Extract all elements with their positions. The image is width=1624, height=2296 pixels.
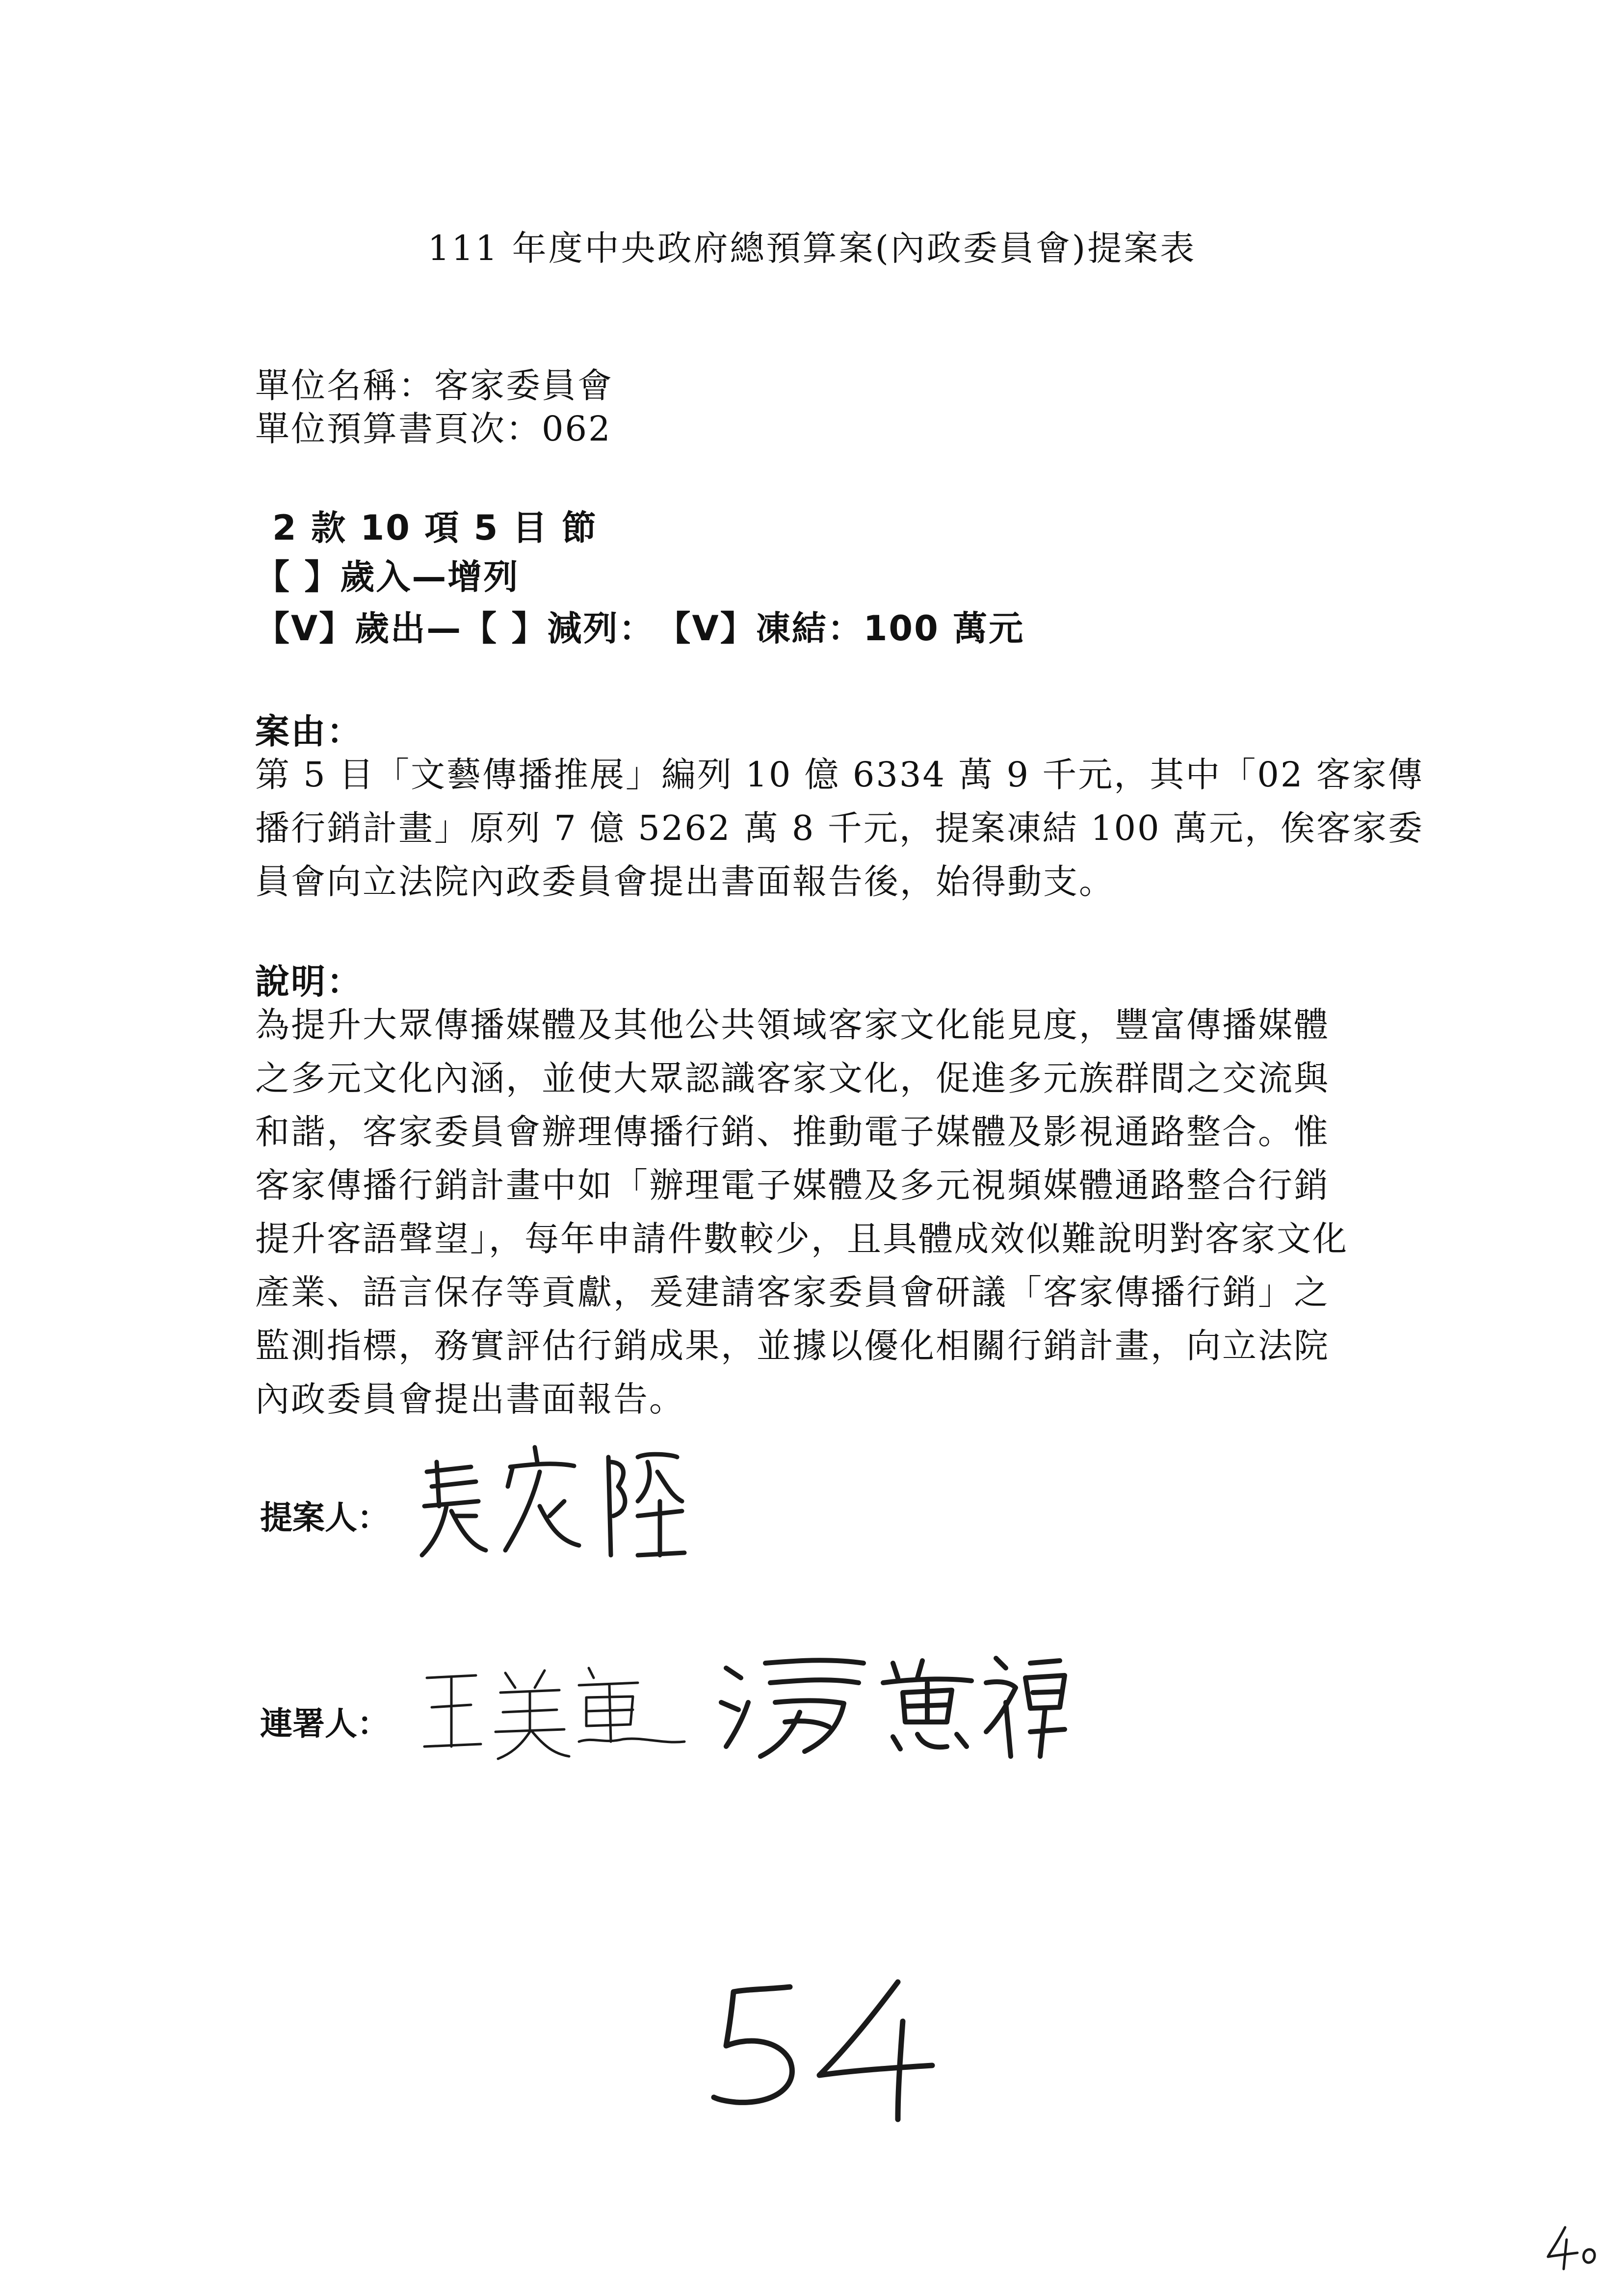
explanation-line: 之多元文化內涵，並使大眾認識客家文化，促進多元族群間之交流與 <box>255 1058 1330 1098</box>
revenue-line: 【 】歲入—增列 <box>255 557 520 597</box>
unit-name: 單位名稱：客家委員會 <box>255 365 613 406</box>
reason-line: 播行銷計畫」原列 7 億 5262 萬 8 千元，提案凍結 100 萬元，俟客家委 <box>255 808 1424 848</box>
section-line: 2 款 10 項 5 目 節 <box>272 508 598 548</box>
handwritten-number <box>707 1977 942 2124</box>
document-title: 111 年度中央政府總預算案(內政委員會)提案表 <box>427 228 1197 268</box>
explanation-line: 和諧，客家委員會辦理傳播行銷、推動電子媒體及影視通路整合。惟 <box>255 1112 1330 1152</box>
proposer-signature <box>417 1442 692 1570</box>
explanation-line: 為提升大眾傳播媒體及其他公共領域客家文化能見度，豐富傳播媒體 <box>255 1005 1330 1045</box>
proposer-label: 提案人： <box>260 1499 390 1537</box>
cosigner-signature-2 <box>716 1648 1070 1766</box>
reason-line: 員會向立法院內政委員會提出書面報告後，始得動支。 <box>255 861 1115 902</box>
page-mark <box>1543 2222 1602 2271</box>
explanation-body <box>255 998 1413 1426</box>
explanation-line: 內政委員會提出書面報告。 <box>255 1379 685 1419</box>
reason-line: 第 5 目「文藝傳播推展」編列 10 億 6334 萬 9 千元，其中「02 客家傳 <box>255 755 1424 795</box>
explanation-line: 監測指標，務實評估行銷成果，並據以優化相關行銷計畫，向立法院 <box>255 1326 1330 1366</box>
cosigner-signature-1 <box>417 1658 692 1766</box>
expenditure-line: 【V】歲出—【 】減列： 【V】凍結：100 萬元 <box>255 608 1025 649</box>
explanation-line: 產業、語言保存等貢獻，爰建請客家委員會研議「客家傳播行銷」之 <box>255 1272 1330 1312</box>
explanation-heading: 說明： <box>255 962 363 1002</box>
explanation-line: 提升客語聲望」，每年申請件數較少，且具體成效似難說明對客家文化 <box>255 1219 1348 1259</box>
reason-heading: 案由： <box>255 711 363 752</box>
reason-body <box>255 748 1424 909</box>
explanation-line: 客家傳播行銷計畫中如「辦理電子媒體及多元視頻媒體通路整合行銷 <box>255 1165 1330 1205</box>
unit-budget-page: 單位預算書頁次：062 <box>255 409 612 449</box>
cosigner-label: 連署人： <box>260 1705 390 1743</box>
